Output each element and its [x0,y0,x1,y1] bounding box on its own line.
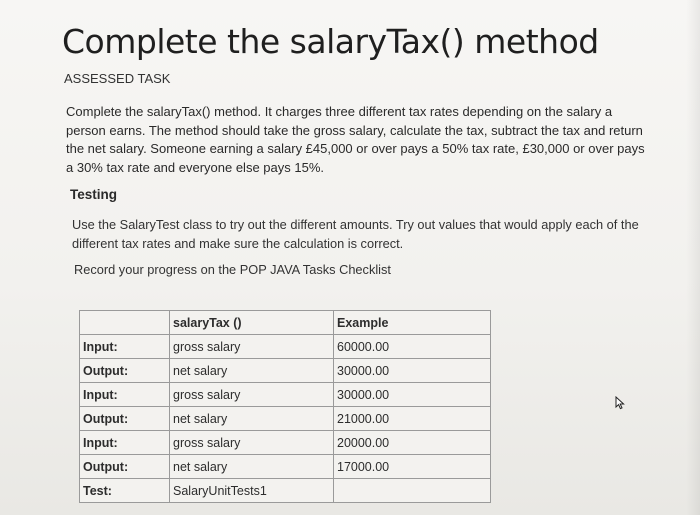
assessed-task-label: ASSESSED TASK [64,71,171,86]
table-cell: 30000.00 [334,383,491,407]
table-row [80,407,491,431]
table-cell: Input: [80,335,170,359]
table-cell: Test: [80,479,170,503]
table-cell [80,311,170,335]
table-cell: 21000.00 [334,407,491,431]
table-cell: Input: [80,383,170,407]
table-cell: gross salary [170,431,334,455]
table-cell: Output: [80,455,170,479]
table-cell: Output: [80,359,170,383]
page-title: Complete the salaryTax() method [62,22,599,61]
record-progress-text: Record your progress on the POP JAVA Tasks Checklist [74,262,391,277]
table-cell [334,479,491,503]
testing-heading: Testing [70,187,117,202]
table-row [80,335,491,359]
table-row [80,455,491,479]
table-cell: gross salary [170,383,334,407]
mouse-pointer-icon [614,396,628,410]
table-row [80,479,491,503]
testing-instructions: Use the SalaryTest class to try out the different amounts. Try out values that would apply each of the different tax rates and make sure the calculation is correct. [72,217,639,251]
table-cell: Example [334,311,491,335]
table-cell: SalaryUnitTests1 [170,479,334,503]
table-cell: 17000.00 [334,455,491,479]
table-cell: salaryTax () [170,311,334,335]
table-cell: 30000.00 [334,359,491,383]
table-cell: net salary [170,359,334,383]
test-cases-table [79,310,491,503]
table-cell: gross salary [170,335,334,359]
table-row [80,311,491,335]
table-row [80,431,491,455]
table-cell: 20000.00 [334,431,491,455]
table-cell: 60000.00 [334,335,491,359]
task-description: Complete the salaryTax() method. It charges three different tax rates depending on the salary a person earns. The method should take the gross salary, calculate the tax, subtract the tax and return the net salary. Someone earning a salary £45,000 or over pays a 50% tax rate, £30,000 or over pays a 30% tax rate and everyone else pays 15%. [66,104,645,175]
table-cell: net salary [170,407,334,431]
screen-edge-shade [686,0,700,515]
table-cell: Input: [80,431,170,455]
table-cell: net salary [170,455,334,479]
table-cell: Output: [80,407,170,431]
table-row [80,359,491,383]
table-row [80,383,491,407]
